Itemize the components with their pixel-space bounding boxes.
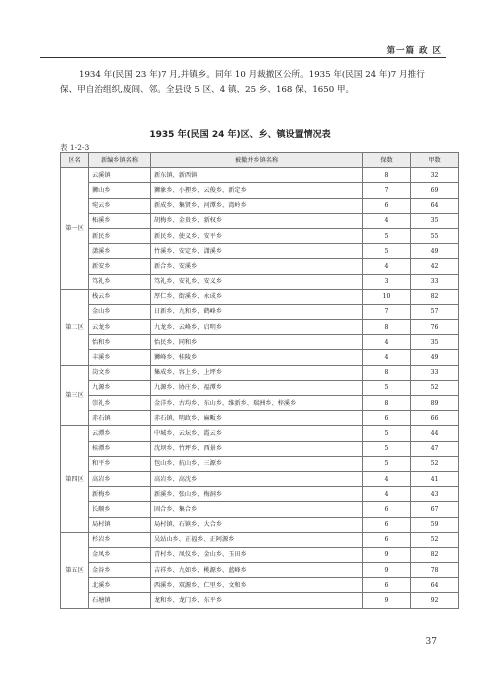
merged-towns-cell: 吴站山乡、正福乡、正阿源乡 [151,532,363,547]
jia-count-cell: 47 [411,441,459,456]
table-row [61,487,459,502]
town-name-cell: 笃礼乡 [89,274,151,289]
bao-count-cell: 5 [363,441,411,456]
district-cell: 第三区 [61,365,89,426]
bao-count-cell: 6 [363,578,411,593]
jia-count-cell: 76 [411,320,459,335]
table-row [61,244,459,259]
merged-towns-cell: 狮象乡、小狸乡、云俊乡、新定乡 [151,183,363,198]
bao-count-cell: 7 [363,183,411,198]
town-name-cell: 潇溪乡 [89,244,151,259]
bao-count-cell: 9 [363,547,411,562]
merged-towns-cell: 新合乡、安溪乡 [151,259,363,274]
table-row [61,335,459,350]
jia-count-cell: 67 [411,502,459,517]
paragraph-line: 保、甲自治组织,废闾、邻。全县设 5 区、4 镇、25 乡、168 保、1650 甲。 [60,84,355,95]
bao-count-cell: 8 [363,365,411,380]
town-name-cell: 栈云乡 [89,289,151,304]
bao-count-cell: 4 [363,335,411,350]
merged-towns-cell: 青村乡、凤仪乡、金山乡、玉田乡 [151,547,363,562]
bao-count-cell: 6 [363,502,411,517]
table-row [61,578,459,593]
district-cell: 第四区 [61,426,89,532]
bao-count-cell: 4 [363,259,411,274]
merged-towns-cell: 九龙乡、云峰乡、启明乡 [151,320,363,335]
table-row [61,532,459,547]
merged-towns-cell: 高岩乡、高沈乡 [151,471,363,486]
jia-count-cell: 52 [411,456,459,471]
bao-count-cell: 6 [363,198,411,213]
merged-towns-cell: 怡民乡、同和乡 [151,335,363,350]
jia-count-cell: 33 [411,274,459,289]
merged-towns-cell: 胡梅乡、金贵乡、新权乡 [151,213,363,228]
table-header-row [61,153,459,168]
table-row [61,441,459,456]
table-row [61,320,459,335]
table-body [61,168,459,608]
table-label: 表 1-2-3 [60,143,90,152]
jia-count-cell: 82 [411,547,459,562]
bao-count-cell: 4 [363,213,411,228]
header-jia-count: 甲数 [411,153,459,168]
table-row [61,168,459,183]
table-row [61,411,459,426]
merged-towns-cell: 西溪乡、双源乡、仁里乡、文和乡 [151,578,363,593]
jia-count-cell: 52 [411,532,459,547]
district-cell: 第五区 [61,532,89,608]
bao-count-cell: 7 [363,304,411,319]
table-row [61,471,459,486]
town-name-cell: 岗文乡 [89,365,151,380]
header-new-name: 新编乡镇名称 [89,153,151,168]
bao-count-cell: 4 [363,471,411,486]
header-merged-names: 被撤并乡镇名称 [151,153,363,168]
jia-count-cell: 44 [411,426,459,441]
town-name-cell: 长顺乡 [89,502,151,517]
header-rule [40,57,446,58]
merged-towns-cell: 局村镇、石镇乡、大合乡 [151,517,363,532]
jia-count-cell: 55 [411,228,459,243]
header-bao-count: 保数 [363,153,411,168]
town-name-cell: 宛云乡 [89,198,151,213]
table-row [61,517,459,532]
jia-count-cell: 35 [411,213,459,228]
jia-count-cell: 41 [411,471,459,486]
town-name-cell: 丰溪乡 [89,350,151,365]
bao-count-cell: 8 [363,396,411,411]
jia-count-cell: 49 [411,244,459,259]
bao-count-cell: 3 [363,274,411,289]
town-name-cell: 柘溪乡 [89,213,151,228]
merged-towns-cell: 赤石镇、明政乡、麻畈乡 [151,411,363,426]
merged-towns-cell: 新成乡、集贤乡、河潭乡、湾岭乡 [151,198,363,213]
district-cell: 第二区 [61,289,89,365]
jia-count-cell: 89 [411,396,459,411]
table-row [61,380,459,395]
table-row [61,304,459,319]
table-row [61,228,459,243]
town-name-cell: 金凤乡 [89,547,151,562]
table-row [61,213,459,228]
table-row [61,563,459,578]
town-name-cell: 狮山乡 [89,183,151,198]
town-name-cell: 石塘镇 [89,593,151,608]
bao-count-cell: 4 [363,487,411,502]
town-name-cell: 和平乡 [89,456,151,471]
merged-towns-cell: 固合乡、集合乡 [151,502,363,517]
bao-count-cell: 5 [363,380,411,395]
table-row [61,456,459,471]
merged-towns-cell: 笃礼乡、安礼乡、安义乡 [151,274,363,289]
town-name-cell: 云龙乡 [89,320,151,335]
jia-count-cell: 52 [411,380,459,395]
table-row [61,289,459,304]
town-name-cell: 杉岩乡 [89,532,151,547]
merged-towns-cell: 沈坝乡、竹坪乡、西景乡 [151,441,363,456]
bao-count-cell: 6 [363,517,411,532]
town-name-cell: 九源乡 [89,380,151,395]
town-name-cell: 桂潭乡 [89,441,151,456]
bao-count-cell: 8 [363,168,411,183]
bao-count-cell: 6 [363,411,411,426]
town-name-cell: 云溪镇 [89,168,151,183]
table-row [61,365,459,380]
jia-count-cell: 64 [411,578,459,593]
town-name-cell: 局村镇 [89,517,151,532]
bao-count-cell: 5 [363,426,411,441]
merged-towns-cell: 厚仁乡、街溪乡、永成乡 [151,289,363,304]
merged-towns-cell: 九源乡、协庄乡、福潭乡 [151,380,363,395]
town-name-cell: 崇礼乡 [89,396,151,411]
bao-count-cell: 5 [363,244,411,259]
merged-towns-cell: 集成乡、容上乡、上坪乡 [151,365,363,380]
table-row [61,274,459,289]
table-row [61,259,459,274]
header-title: 第一篇 政 区 [386,46,442,56]
bao-count-cell: 9 [363,593,411,608]
bao-count-cell: 4 [363,350,411,365]
district-table [60,152,459,609]
merged-towns-cell: 金洋乡、古均乡、东山乡、维新乡、瑞洲乡、梓溪乡 [151,396,363,411]
merged-towns-cell: 狮峰乡、桂陵乡 [151,350,363,365]
bao-count-cell: 9 [363,563,411,578]
merged-towns-cell: 新东镇、新西镇 [151,168,363,183]
merged-towns-cell: 日新乡、九和乡、鹤峰乡 [151,304,363,319]
jia-count-cell: 69 [411,183,459,198]
town-name-cell: 怡和乡 [89,335,151,350]
bao-count-cell: 8 [363,320,411,335]
town-name-cell: 新梅乡 [89,487,151,502]
merged-towns-cell: 包山乡、抗山乡、三源乡 [151,456,363,471]
table-row [61,350,459,365]
page-number: 37 [425,637,437,647]
town-name-cell: 云潭乡 [89,426,151,441]
jia-count-cell: 32 [411,168,459,183]
jia-count-cell: 43 [411,487,459,502]
merged-towns-cell: 竹溪乡、安定乡、潇溪乡 [151,244,363,259]
merged-towns-cell: 龙和乡、龙门乡、东平乡 [151,593,363,608]
town-name-cell: 北溪乡 [89,578,151,593]
jia-count-cell: 33 [411,365,459,380]
table-row [61,183,459,198]
bao-count-cell: 5 [363,456,411,471]
jia-count-cell: 57 [411,304,459,319]
jia-count-cell: 49 [411,350,459,365]
table-row [61,502,459,517]
jia-count-cell: 35 [411,335,459,350]
jia-count-cell: 66 [411,411,459,426]
table-row [61,426,459,441]
jia-count-cell: 92 [411,593,459,608]
table-title: 1935 年(民国 24 年)区、乡、镇设置情况表 [149,130,331,140]
header-district: 区名 [61,153,89,168]
town-name-cell: 新安乡 [89,259,151,274]
jia-count-cell: 78 [411,563,459,578]
table-row [61,198,459,213]
jia-count-cell: 42 [411,259,459,274]
paragraph-line: 1934 年(民国 23 年)7 月,并镇乡。同年 10 月裁撤区公所。1935 年(民国 24 年)7 月推行 [79,70,425,80]
town-name-cell: 金山乡 [89,304,151,319]
jia-count-cell: 59 [411,517,459,532]
merged-towns-cell: 中城乡、云坛乡、霞云乡 [151,426,363,441]
intro-paragraph [60,68,460,97]
jia-count-cell: 82 [411,289,459,304]
town-name-cell: 金谷乡 [89,563,151,578]
table-row [61,396,459,411]
district-cell: 第一区 [61,168,89,290]
bao-count-cell: 5 [363,228,411,243]
merged-towns-cell: 吉祥乡、九如乡、桃源乡、蓝峰乡 [151,563,363,578]
town-name-cell: 高岩乡 [89,471,151,486]
table-row [61,593,459,608]
town-name-cell: 赤石镇 [89,411,151,426]
merged-towns-cell: 新溪乡、张山乡、梅洞乡 [151,487,363,502]
jia-count-cell: 64 [411,198,459,213]
town-name-cell: 新民乡 [89,228,151,243]
merged-towns-cell: 新民乡、使义乡、安平乡 [151,228,363,243]
bao-count-cell: 10 [363,289,411,304]
table-row [61,547,459,562]
bao-count-cell: 6 [363,532,411,547]
